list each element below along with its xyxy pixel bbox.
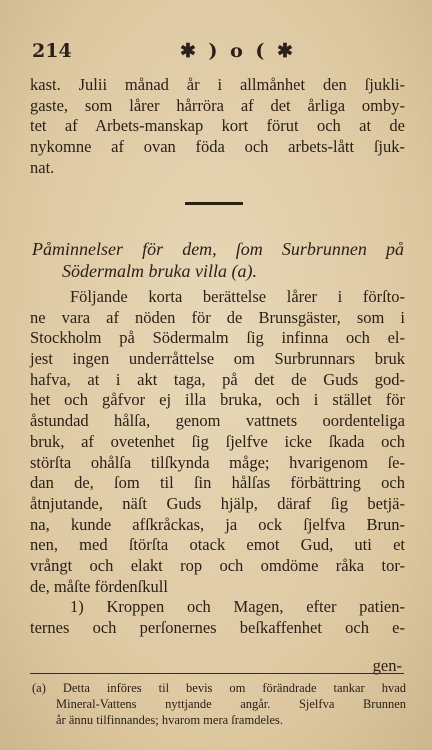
text-line: tet af Arbets-manskap kort förut och at de xyxy=(30,116,405,136)
footnote-line: Mineral-Vattens nyttjande angår. Sjelfva Brunnen xyxy=(56,697,406,711)
text-line: jest ingen underråttelse om Surbrunnars bruk xyxy=(30,349,405,369)
text-line: 1) Kroppen och Magen, efter patien- xyxy=(70,597,405,617)
intro-paragraph xyxy=(30,75,405,178)
text-line: het och gåfvor ej illa bruka, och i stället för xyxy=(30,390,405,410)
text-line: Följande korta berättelse lårer i förſto- xyxy=(70,287,405,306)
text-line: Stockholm på Södermalm ſig infinna och el- xyxy=(30,328,405,348)
text-line: de, måſte fördenſkull xyxy=(30,576,168,596)
text-line: hafva, at i akt taga, på det de Guds god- xyxy=(30,369,405,389)
section-title xyxy=(32,238,404,282)
text-line: nykomne af ovan föda och arbets-lått ſjuk- xyxy=(30,137,405,157)
footnote-line: (a) Detta införes til bevis om förändrade tankar hvad xyxy=(32,681,406,695)
text-line: dan de, ſom til ſin hålſas förbättring och xyxy=(30,473,405,493)
footnote-line: år ännu tilfinnandes; hvarom mera ſramdeles. xyxy=(56,713,284,727)
text-line: nen, med ſtörſta otack emot Gud, uti et xyxy=(30,535,405,555)
page-number: 214 xyxy=(32,40,72,62)
text-line: störſta ohålſa tilſkynda måge; hvarigenom ſe- xyxy=(30,452,405,472)
footnote xyxy=(32,680,406,728)
text-line: vrångt och elakt rop och omdöme råka tor- xyxy=(30,555,405,575)
title-line: Södermalm bruka villa (a). xyxy=(62,261,257,281)
catchword: gen- xyxy=(372,656,402,675)
title-line: Påminnelser för dem, ſom Surbrunnen på xyxy=(32,239,404,259)
text-line: åtnjutande, näſt Guds hjälp, däraf ſig betjä- xyxy=(30,493,405,513)
page-header xyxy=(32,40,402,64)
running-head-ornament: ✱ ) o ( ✱ xyxy=(180,40,296,62)
text-line: ternes och perſonernes beſkaffenhet och e- xyxy=(30,618,405,637)
text-line: kast. Julii månad år i allmånhet den ſjukli- xyxy=(30,75,405,94)
footnote-rule xyxy=(30,673,404,674)
body-paragraph xyxy=(30,287,405,639)
text-line: nat. xyxy=(30,157,55,177)
text-line: bruk, af ovetenhet ſig ſjelfve icke ſkada och xyxy=(30,431,405,451)
text-line: na, kunde afſkråckas, ja ock ſjelfva Brun- xyxy=(30,514,405,534)
text-line: gaste, som lårer hårröra af det årliga omby- xyxy=(30,95,405,115)
text-line: åstundad hålſa, genom vattnets oordenteliga xyxy=(30,411,405,431)
text-line: ne vara af nöden för de Brunsgäster, som i xyxy=(30,307,405,327)
section-divider xyxy=(185,202,243,205)
